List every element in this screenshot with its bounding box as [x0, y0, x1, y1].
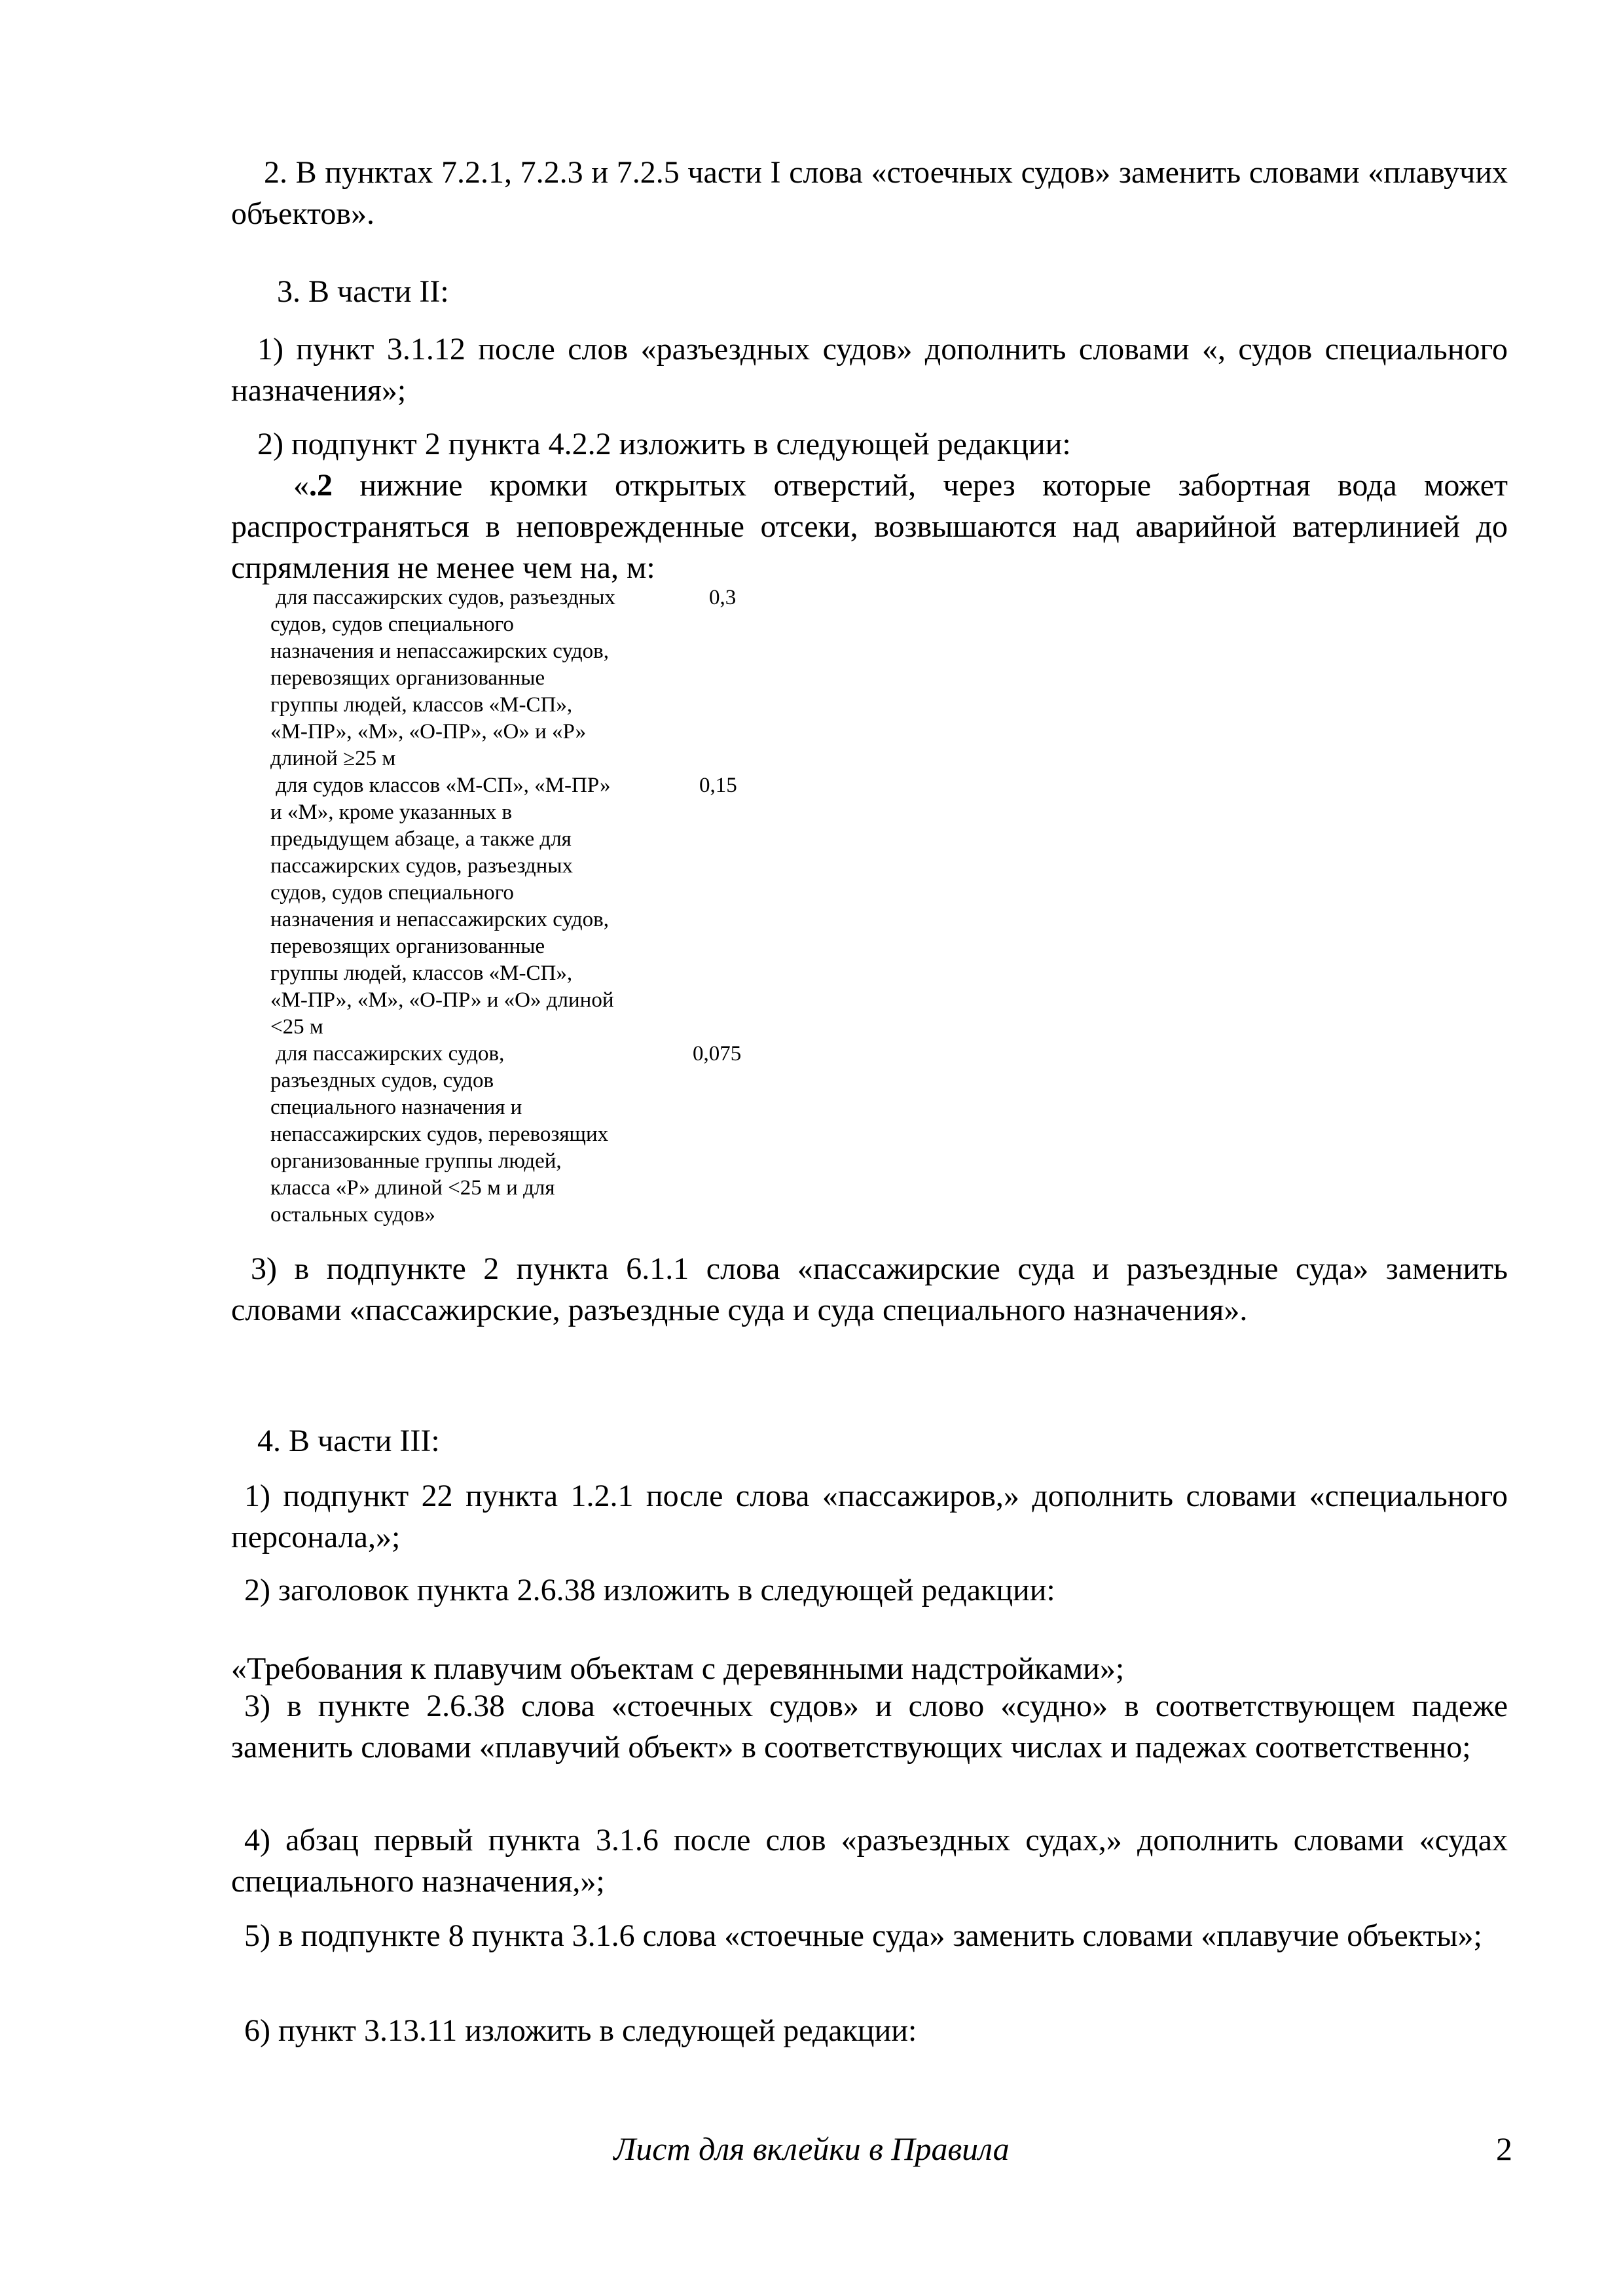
table-line: перевозящих организованные — [270, 666, 545, 690]
table-line: длиной ≥25 м — [270, 747, 396, 770]
table-line: предыдущем абзаце, а также для — [270, 827, 572, 851]
table-line: класса «Р» длиной <25 м и для — [270, 1176, 555, 1200]
table-line: для судов классов «М-СП», «М-ПР» — [270, 774, 611, 797]
table-row-description — [270, 584, 676, 772]
paragraph-part-1-amendment: 2. В пунктах 7.2.1, 7.2.3 и 7.2.5 части I слова «стоечных судов» заменить словами «плавучих объектов». — [231, 155, 1508, 231]
table-line: «М-ПР», «М», «О-ПР» и «О» длиной — [270, 988, 614, 1012]
freeboard-table — [270, 584, 768, 1229]
table-row-value: 0,15 — [699, 774, 737, 797]
paragraph-part-2-item-2: 2) подпункт 2 пункта 4.2.2 изложить в следующей редакции: — [257, 427, 1071, 461]
table-line: группы людей, классов «М-СП», — [270, 693, 573, 717]
footer-text: Лист для вклейки в Правила — [613, 2130, 1010, 2167]
heading-part-2: 3. В части II: — [277, 274, 449, 309]
paragraph-part-3-item-1: 1) подпункт 22 пункта 1.2.1 после слова «пассажиров,» дополнить словами «специального персонала,»; — [231, 1479, 1508, 1554]
subclause-number: .2 — [309, 468, 333, 503]
table-line: для пассажирских судов, разъездных — [270, 586, 615, 609]
table-row-value: 0,3 — [709, 586, 737, 609]
table-line: пассажирских судов, разъездных — [270, 854, 573, 878]
table-line: назначения и непассажирских судов, — [270, 908, 609, 931]
heading-part-3: 4. В части III: — [257, 1424, 440, 1458]
table-line: <25 м — [270, 1015, 323, 1039]
table-line: непассажирских судов, перевозящих — [270, 1122, 609, 1146]
table-line: для пассажирских судов, — [270, 1042, 505, 1066]
paragraph-part-3-item-2: 2) заголовок пункта 2.6.38 изложить в следующей редакции: — [244, 1573, 1055, 1607]
table-line: специального назначения и — [270, 1096, 522, 1119]
table-line: судов, судов специального — [270, 613, 514, 636]
table-row-value: 0,075 — [693, 1042, 742, 1066]
table-row — [270, 772, 768, 1041]
paragraph-part-2-item-3: 3) в подпункте 2 пункта 6.1.1 слова «пассажирские суда и разъездные суда» заменить словами «пассажирские, разъездные суда и суда специального назначения». — [231, 1251, 1508, 1327]
table-row-description — [270, 1041, 676, 1229]
paragraph-part-3-item-5: 5) в подпункте 8 пункта 3.1.6 слова «стоечные суда» заменить словами «плавучие объекты»; — [244, 1918, 1482, 1953]
paragraph-new-heading-text: «Требования к плавучим объектам с деревянными надстройками»; — [231, 1651, 1125, 1686]
table-line: «М-ПР», «М», «О-ПР», «О» и «Р» — [270, 720, 587, 744]
table-row — [270, 1041, 768, 1229]
subclause-text: нижние кромки открытых отверстий, через которые забортная вода может распространяться в неповрежденные отсеки, возвышаются над аварийной ватерлинией до спрямления не менее чем на, м: — [231, 468, 1508, 585]
table-line: группы людей, классов «М-СП», — [270, 961, 573, 985]
table-line: разъездных судов, судов — [270, 1069, 494, 1092]
table-line: и «М», кроме указанных в — [270, 800, 513, 824]
paragraph-quoted-subclause-2 — [231, 465, 1508, 588]
table-row — [270, 584, 768, 772]
table-line: перевозящих организованные — [270, 935, 545, 958]
paragraph-part-3-item-4: 4) абзац первый пункта 3.1.6 после слов «разъездных судах,» дополнить словами «судах специального назначения,»; — [231, 1823, 1508, 1899]
table-line: организованные группы людей, — [270, 1149, 562, 1173]
table-line: судов, судов специального — [270, 881, 514, 905]
table-line: назначения и непассажирских судов, — [270, 639, 609, 663]
page-number: 2 — [1496, 2130, 1512, 2167]
paragraph-part-3-item-6: 6) пункт 3.13.11 изложить в следующей редакции: — [244, 2013, 917, 2048]
table-line: остальных судов» — [270, 1203, 435, 1227]
quote-open: « — [293, 468, 309, 503]
paragraph-part-2-item-1: 1) пункт 3.1.12 после слов «разъездных судов» дополнить словами «, судов специального назначения»; — [231, 332, 1508, 408]
paragraph-part-3-item-3: 3) в пункте 2.6.38 слова «стоечных судов» и слово «судно» в соответствующем падеже заменить словами «плавучий объект» в соответствующих числах и падежах соответственно; — [231, 1689, 1508, 1765]
table-row-description — [270, 772, 676, 1041]
